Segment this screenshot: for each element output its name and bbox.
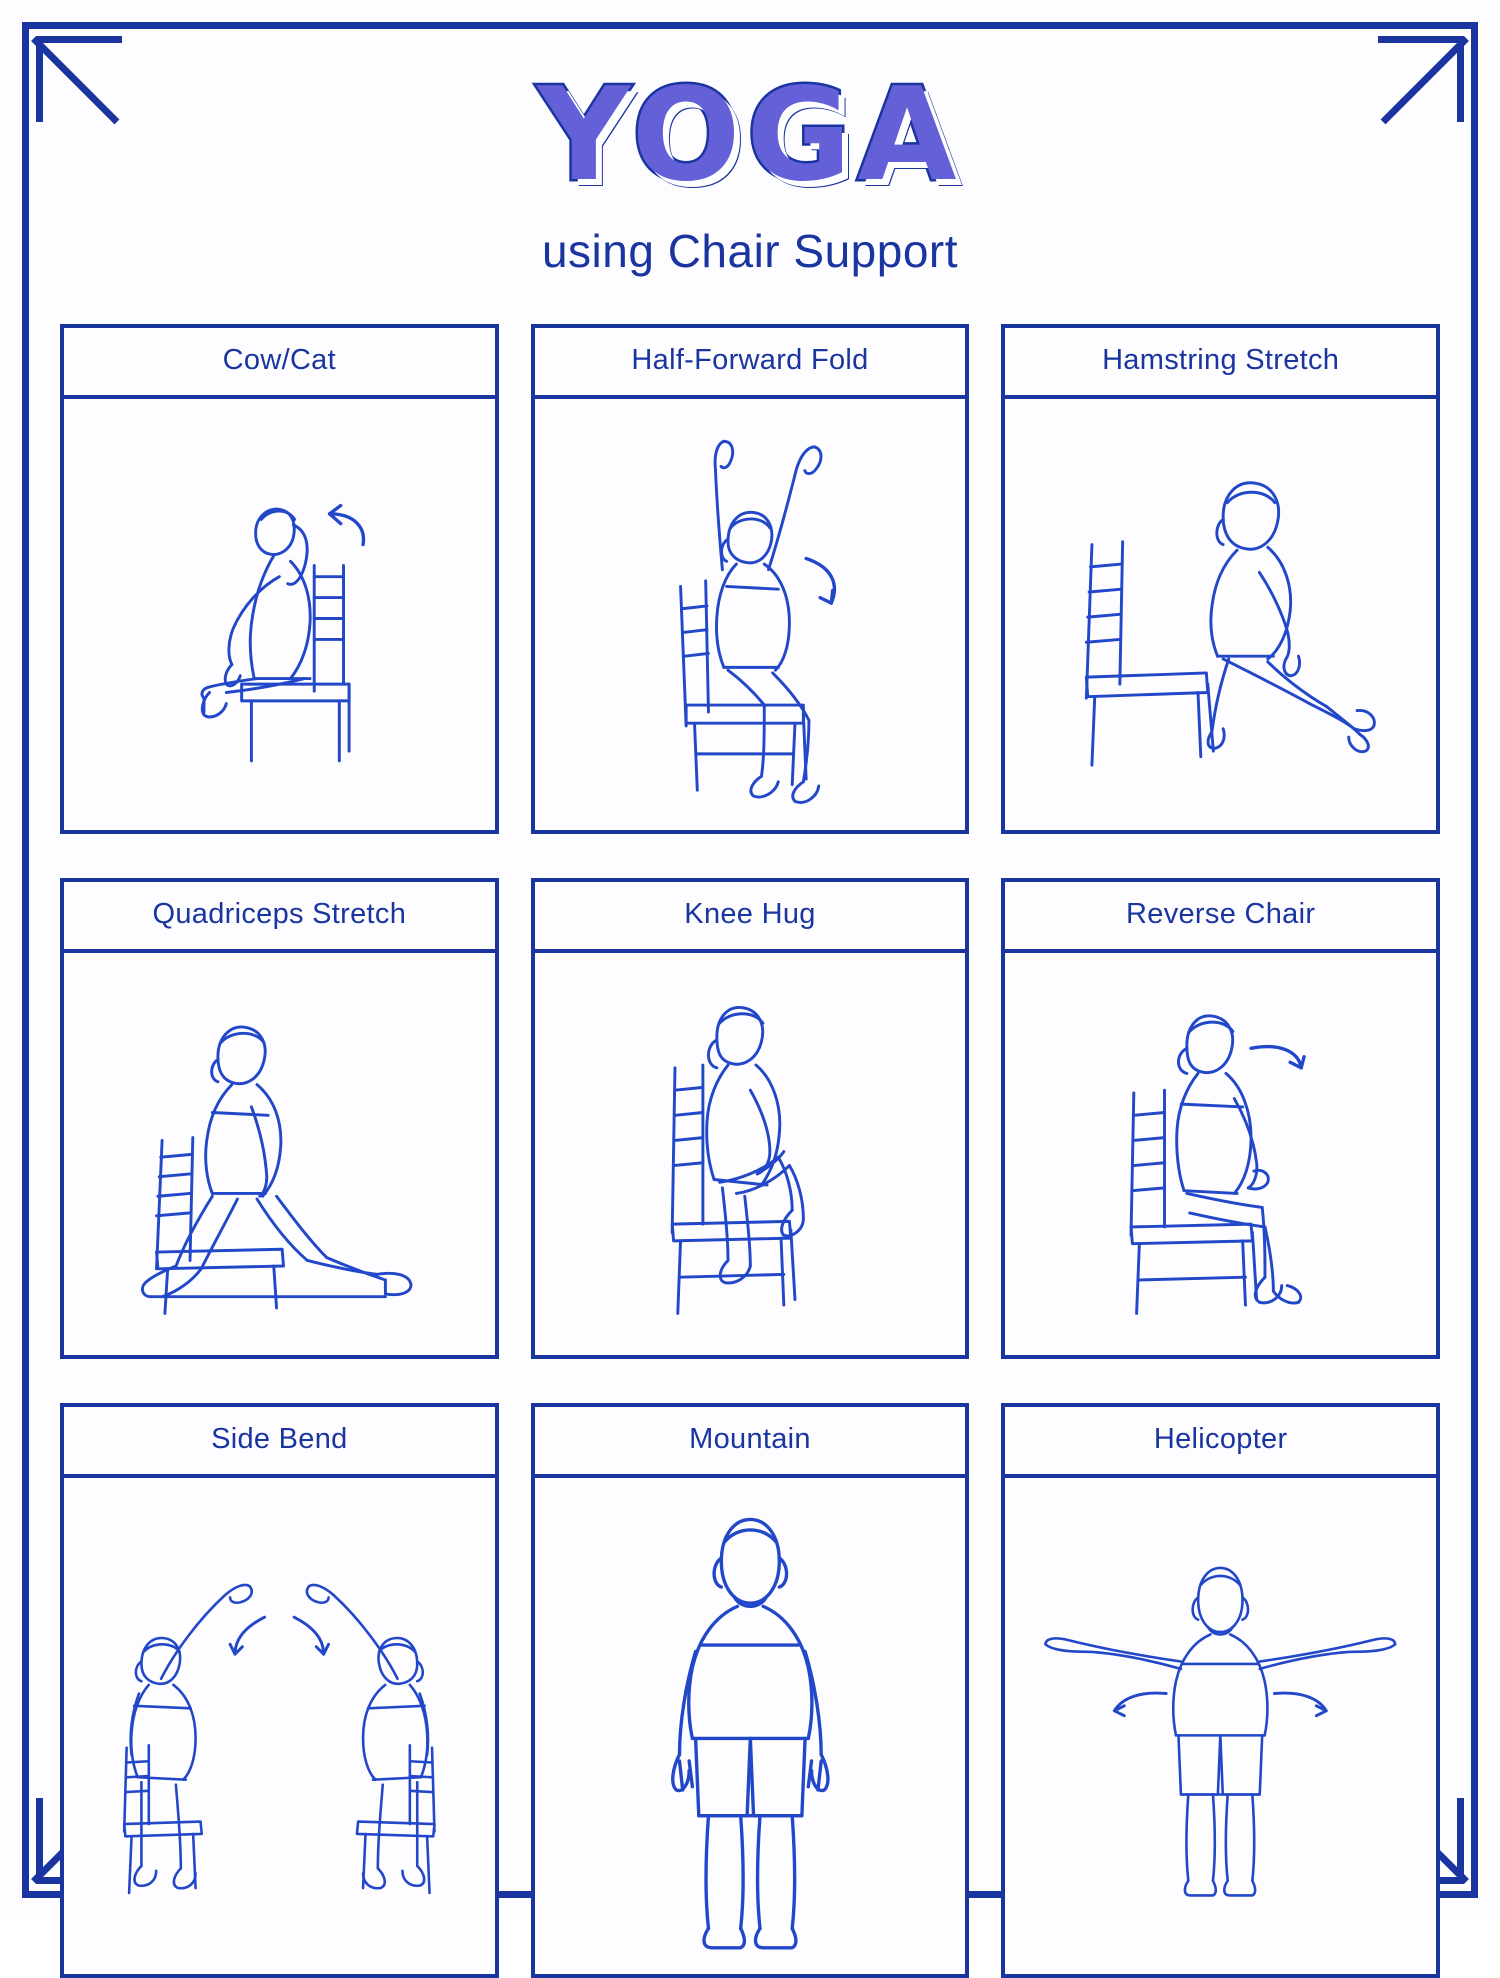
pose-title: Hamstring Stretch bbox=[1005, 328, 1436, 399]
page-title: YOGA bbox=[537, 61, 963, 210]
pose-title: Mountain bbox=[535, 1407, 966, 1478]
page-subtitle: using Chair Support bbox=[541, 225, 959, 277]
pose-card-helicopter bbox=[1001, 1403, 1440, 1977]
pose-illustration-hamstring-stretch bbox=[1005, 399, 1436, 830]
pose-card-half-forward-fold bbox=[531, 324, 970, 834]
pose-illustration-half-forward-fold bbox=[535, 399, 966, 830]
pose-title: Cow/Cat bbox=[64, 328, 495, 399]
pose-title: Helicopter bbox=[1005, 1407, 1436, 1478]
pose-title: Reverse Chair bbox=[1005, 882, 1436, 953]
poster-heading bbox=[60, 50, 1440, 278]
pose-title: Knee Hug bbox=[535, 882, 966, 953]
pose-grid bbox=[60, 324, 1440, 1779]
pose-illustration-quadriceps-stretch bbox=[64, 953, 495, 1356]
pose-card-hamstring-stretch bbox=[1001, 324, 1440, 834]
pose-illustration-reverse-chair bbox=[1005, 953, 1436, 1356]
pose-illustration-knee-hug bbox=[535, 953, 966, 1356]
standing-arms-wide-twist-icon bbox=[1011, 1484, 1430, 1967]
seated-side-spine-arch-icon bbox=[70, 405, 489, 824]
pose-card-cow-cat bbox=[60, 324, 499, 834]
pose-card-knee-hug bbox=[531, 878, 970, 1360]
seated-knee-to-chest-icon bbox=[541, 959, 960, 1350]
pose-card-quadriceps-stretch bbox=[60, 878, 499, 1360]
pose-card-side-bend bbox=[60, 1403, 499, 1977]
seated-arms-overhead-icon bbox=[541, 405, 960, 824]
pose-illustration-mountain bbox=[535, 1478, 966, 1973]
pose-card-mountain bbox=[531, 1403, 970, 1977]
poster-content bbox=[60, 50, 1440, 1870]
standing-mountain-icon bbox=[541, 1484, 960, 1967]
pose-illustration-cow-cat bbox=[64, 399, 495, 830]
seated-backwards-chair-icon bbox=[1011, 959, 1430, 1350]
seated-leg-extended-icon bbox=[1011, 405, 1430, 824]
pose-illustration-side-bend bbox=[64, 1478, 495, 1973]
pose-card-reverse-chair bbox=[1001, 878, 1440, 1360]
pose-illustration-helicopter bbox=[1005, 1478, 1436, 1973]
pose-title: Quadriceps Stretch bbox=[64, 882, 495, 953]
pose-title: Half-Forward Fold bbox=[535, 328, 966, 399]
pose-title: Side Bend bbox=[64, 1407, 495, 1478]
two-figures-side-bend-icon bbox=[70, 1484, 489, 1967]
seated-kneeling-lunge-icon bbox=[70, 959, 489, 1350]
